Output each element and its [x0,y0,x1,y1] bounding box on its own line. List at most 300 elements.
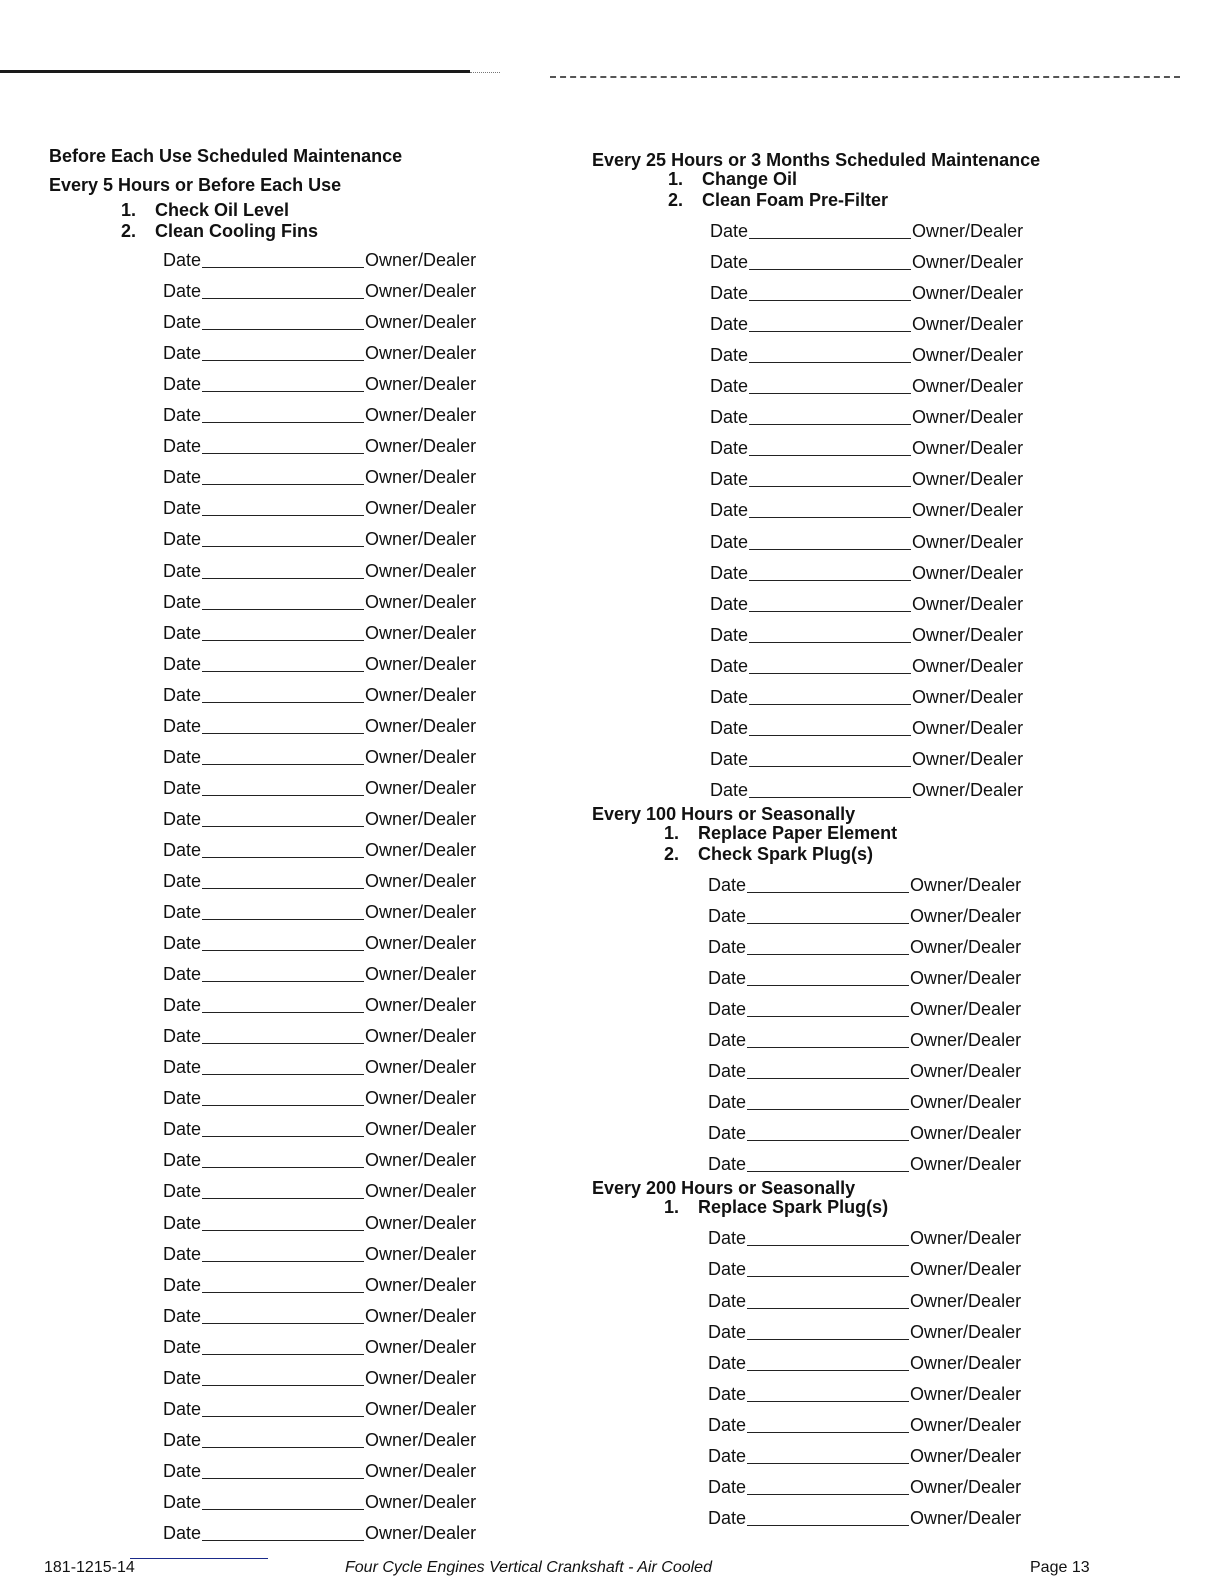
top-rule-right [550,76,1180,78]
date-label: Date [163,1274,202,1295]
date-label: Date [710,717,749,738]
log-row [163,1202,569,1233]
date-entry-line[interactable] [747,1171,909,1172]
date-entry-line[interactable] [202,1136,364,1137]
owner-dealer-label: Owner/Dealer [365,622,477,643]
page-footer [0,1556,1224,1584]
date-label: Date [710,438,749,459]
date-label: Date [708,1476,747,1497]
date-entry-line[interactable] [747,1109,909,1110]
date-label: Date [163,1522,202,1543]
date-label: Date [163,1460,202,1481]
date-entry-line[interactable] [747,1463,909,1464]
date-label: Date [710,252,749,273]
owner-dealer-label: Owner/Dealer [365,405,477,426]
date-entry-line[interactable] [202,1105,364,1106]
log-row [708,1249,1152,1280]
date-label: Date [163,1057,202,1078]
log-row [708,1144,1152,1175]
date-entry-line[interactable] [747,954,909,955]
date-entry-line[interactable] [747,1078,909,1079]
date-label: Date [163,498,202,519]
log-row [710,646,1152,677]
date-label: Date [163,777,202,798]
task-item [121,221,569,242]
date-label: Date [163,902,202,923]
log-row [163,1171,569,1202]
task-item [121,200,569,221]
log-row [710,677,1152,708]
log-row [163,364,569,395]
log-row [163,550,569,581]
date-entry-line[interactable] [202,950,364,951]
section-heading: Every 25 Hours or 3 Months Scheduled Maintenance [592,150,1041,170]
log-row [163,395,569,426]
log-row [163,613,569,644]
date-entry-line[interactable] [749,549,911,550]
owner-dealer-label: Owner/Dealer [912,252,1024,273]
page-number: Page 13 [1030,1559,1090,1576]
owner-dealer-label: Owner/Dealer [910,999,1022,1020]
owner-dealer-label: Owner/Dealer [910,1321,1022,1342]
date-entry-line[interactable] [202,702,364,703]
log-row [163,519,569,550]
date-entry-line[interactable] [202,391,364,392]
owner-dealer-label: Owner/Dealer [365,964,477,985]
owner-dealer-label: Owner/Dealer [910,1154,1022,1175]
log-row [163,954,569,985]
date-entry-line[interactable] [202,267,364,268]
date-entry-line[interactable] [202,1354,364,1355]
owner-dealer-label: Owner/Dealer [912,376,1024,397]
log-row [163,892,569,923]
date-entry-line[interactable] [202,733,364,734]
date-label: Date [163,964,202,985]
date-label: Date [710,376,749,397]
date-label: Date [710,314,749,335]
date-label: Date [163,653,202,674]
owner-dealer-label: Owner/Dealer [912,779,1024,800]
owner-dealer-label: Owner/Dealer [365,1336,477,1357]
log-row [163,1265,569,1296]
date-label: Date [710,624,749,645]
date-label: Date [163,436,202,457]
date-entry-line[interactable] [747,1308,909,1309]
date-entry-line[interactable] [202,298,364,299]
log-row [708,1082,1152,1113]
date-entry-line[interactable] [202,360,364,361]
date-label: Date [710,345,749,366]
log-row [163,1358,569,1389]
owner-dealer-label: Owner/Dealer [365,1398,477,1419]
date-entry-line[interactable] [749,486,911,487]
date-entry-line[interactable] [747,1016,909,1017]
log-row [163,861,569,892]
owner-dealer-label: Owner/Dealer [365,374,477,395]
log-row [710,273,1152,304]
date-entry-line[interactable] [202,1447,364,1448]
date-entry-line[interactable] [747,1276,909,1277]
date-entry-line[interactable] [749,300,911,301]
date-entry-line[interactable] [202,578,364,579]
log-row [163,457,569,488]
owner-dealer-label: Owner/Dealer [910,1414,1022,1435]
owner-dealer-label: Owner/Dealer [912,593,1024,614]
owner-dealer-label: Owner/Dealer [910,1476,1022,1497]
log-row [163,1016,569,1047]
owner-dealer-label: Owner/Dealer [365,1057,477,1078]
date-entry-line[interactable] [202,609,364,610]
date-label: Date [710,500,749,521]
date-entry-line[interactable] [749,580,911,581]
date-entry-line[interactable] [202,1198,364,1199]
task-number: 2. [121,221,137,241]
date-entry-line[interactable] [747,1432,909,1433]
date-entry-line[interactable] [747,1140,909,1141]
owner-dealer-label: Owner/Dealer [365,1181,477,1202]
date-label: Date [163,870,202,891]
date-entry-line[interactable] [747,1245,909,1246]
task-number: 1. [664,1197,680,1218]
owner-dealer-label: Owner/Dealer [910,1445,1022,1466]
log-row [710,397,1152,428]
owner-dealer-label: Owner/Dealer [912,345,1024,366]
log-row [708,1312,1152,1343]
date-label: Date [163,746,202,767]
date-entry-line[interactable] [749,611,911,612]
section-subheading: Every 5 Hours or Before Each Use [49,175,342,195]
log-row [708,865,1152,896]
owner-dealer-label: Owner/Dealer [912,624,1024,645]
owner-dealer-label: Owner/Dealer [910,937,1022,958]
date-label: Date [708,1445,747,1466]
date-entry-line[interactable] [749,735,911,736]
date-label: Date [708,1154,747,1175]
owner-dealer-label: Owner/Dealer [365,808,477,829]
date-label: Date [710,748,749,769]
task-label: Replace Paper Element [698,822,898,843]
owner-dealer-label: Owner/Dealer [365,343,477,364]
log-row [163,1140,569,1171]
date-entry-line[interactable] [749,424,911,425]
log-rows [49,240,569,1544]
date-entry-line[interactable] [749,642,911,643]
date-entry-line[interactable] [749,362,911,363]
log-row [708,1343,1152,1374]
owner-dealer-label: Owner/Dealer [912,655,1024,676]
date-label: Date [163,467,202,488]
date-label: Date [163,1026,202,1047]
date-label: Date [163,1181,202,1202]
log-rows [592,211,1152,801]
task-item [664,823,1152,844]
date-entry-line[interactable] [749,393,911,394]
date-label: Date [163,312,202,333]
task-number: 1. [121,200,137,220]
owner-dealer-label: Owner/Dealer [365,1150,477,1171]
log-row [708,1436,1152,1467]
date-label: Date [710,407,749,428]
log-row [710,428,1152,459]
log-row [708,1374,1152,1405]
owner-dealer-label: Owner/Dealer [365,1026,477,1047]
log-row [163,1109,569,1140]
date-entry-line[interactable] [202,1292,364,1293]
owner-dealer-label: Owner/Dealer [365,1367,477,1388]
date-entry-line[interactable] [202,919,364,920]
log-row [163,1389,569,1420]
log-row [163,1047,569,1078]
owner-dealer-label: Owner/Dealer [365,715,477,736]
date-label: Date [708,1061,747,1082]
owner-dealer-label: Owner/Dealer [365,436,477,457]
log-row [708,1467,1152,1498]
task-label: Check Oil Level [155,200,290,220]
owner-dealer-label: Owner/Dealer [910,1290,1022,1311]
log-rows [592,865,1152,1175]
owner-dealer-label: Owner/Dealer [912,314,1024,335]
date-entry-line[interactable] [202,1043,364,1044]
date-entry-line[interactable] [202,1416,364,1417]
log-row [708,1020,1152,1051]
date-label: Date [163,1212,202,1233]
owner-dealer-label: Owner/Dealer [365,250,477,271]
date-entry-line[interactable] [747,1525,909,1526]
log-row [710,490,1152,521]
owner-dealer-label: Owner/Dealer [912,438,1024,459]
date-label: Date [708,968,747,989]
owner-dealer-label: Owner/Dealer [365,312,477,333]
log-row [710,304,1152,335]
date-label: Date [708,874,747,895]
date-entry-line[interactable] [747,1401,909,1402]
owner-dealer-label: Owner/Dealer [912,500,1024,521]
date-entry-line[interactable] [749,766,911,767]
log-row [163,1482,569,1513]
log-row [163,1296,569,1327]
owner-dealer-label: Owner/Dealer [365,777,477,798]
log-row [163,1234,569,1265]
date-entry-line[interactable] [749,797,911,798]
owner-dealer-label: Owner/Dealer [912,717,1024,738]
date-label: Date [163,250,202,271]
date-label: Date [710,221,749,242]
owner-dealer-label: Owner/Dealer [365,281,477,302]
owner-dealer-label: Owner/Dealer [365,1088,477,1109]
owner-dealer-label: Owner/Dealer [365,1119,477,1140]
date-entry-line[interactable] [202,671,364,672]
footer-underline [130,1558,268,1559]
log-row [710,366,1152,397]
date-label: Date [710,283,749,304]
date-entry-line[interactable] [747,1339,909,1340]
date-label: Date [163,281,202,302]
date-entry-line[interactable] [202,1478,364,1479]
owner-dealer-label: Owner/Dealer [910,1061,1022,1082]
task-list [592,823,1152,865]
date-label: Date [710,531,749,552]
top-rule [0,70,470,73]
task-number: 1. [664,822,680,843]
owner-dealer-label: Owner/Dealer [912,407,1024,428]
owner-dealer-label: Owner/Dealer [365,1491,477,1512]
date-entry-line[interactable] [749,673,911,674]
date-entry-line[interactable] [202,329,364,330]
date-entry-line[interactable] [202,1261,364,1262]
date-entry-line[interactable] [202,1323,364,1324]
date-entry-line[interactable] [202,1385,364,1386]
date-entry-line[interactable] [749,517,911,518]
owner-dealer-label: Owner/Dealer [365,1274,477,1295]
date-label: Date [163,933,202,954]
date-label: Date [163,1150,202,1171]
top-rule-dotted [470,72,500,73]
date-entry-line[interactable] [749,331,911,332]
date-label: Date [708,1321,747,1342]
date-entry-line[interactable] [747,1370,909,1371]
date-label: Date [163,405,202,426]
date-label: Date [708,1383,747,1404]
date-label: Date [708,1259,747,1280]
date-label: Date [163,343,202,364]
date-label: Date [163,560,202,581]
task-list [592,169,1152,211]
owner-dealer-label: Owner/Dealer [910,1092,1022,1113]
owner-dealer-label: Owner/Dealer [912,748,1024,769]
date-entry-line[interactable] [202,764,364,765]
left-column [49,143,569,1544]
owner-dealer-label: Owner/Dealer [365,498,477,519]
log-row [710,335,1152,366]
task-list [49,200,569,242]
date-label: Date [708,1507,747,1528]
date-label: Date [163,808,202,829]
owner-dealer-label: Owner/Dealer [910,1123,1022,1144]
date-label: Date [710,686,749,707]
date-label: Date [710,655,749,676]
task-number: 2. [664,843,680,864]
date-label: Date [708,1092,747,1113]
log-row [708,1218,1152,1249]
date-entry-line[interactable] [747,1047,909,1048]
date-entry-line[interactable] [202,826,364,827]
date-label: Date [710,562,749,583]
date-label: Date [163,839,202,860]
task-number: 1. [668,169,684,189]
owner-dealer-label: Owner/Dealer [910,905,1022,926]
date-entry-line[interactable] [747,892,909,893]
date-entry-line[interactable] [202,453,364,454]
task-item [664,844,1152,865]
log-row [163,1327,569,1358]
log-row [708,989,1152,1020]
owner-dealer-label: Owner/Dealer [912,531,1024,552]
date-label: Date [710,593,749,614]
owner-dealer-label: Owner/Dealer [910,1228,1022,1249]
owner-dealer-label: Owner/Dealer [365,1522,477,1543]
date-entry-line[interactable] [747,1494,909,1495]
log-row [163,830,569,861]
date-entry-line[interactable] [202,888,364,889]
date-entry-line[interactable] [202,515,364,516]
date-entry-line[interactable] [202,546,364,547]
date-entry-line[interactable] [202,795,364,796]
log-row [163,768,569,799]
date-label: Date [163,1367,202,1388]
date-entry-line[interactable] [202,1509,364,1510]
date-entry-line[interactable] [202,422,364,423]
owner-dealer-label: Owner/Dealer [912,469,1024,490]
date-entry-line[interactable] [202,1230,364,1231]
task-label: Replace Spark Plug(s) [698,1197,889,1218]
task-label: Change Oil [702,169,798,189]
date-entry-line[interactable] [749,269,911,270]
date-entry-line[interactable] [202,1012,364,1013]
right-column [592,147,1152,1529]
owner-dealer-label: Owner/Dealer [365,560,477,581]
owner-dealer-label: Owner/Dealer [365,746,477,767]
log-row [710,615,1152,646]
date-label: Date [710,469,749,490]
date-label: Date [163,715,202,736]
date-label: Date [163,995,202,1016]
date-entry-line[interactable] [749,704,911,705]
log-row [708,896,1152,927]
date-label: Date [163,1305,202,1326]
date-label: Date [708,1290,747,1311]
document-number: 181-1215-14 [44,1559,135,1576]
owner-dealer-label: Owner/Dealer [910,1352,1022,1373]
date-entry-line[interactable] [202,857,364,858]
owner-dealer-label: Owner/Dealer [365,933,477,954]
date-label: Date [163,1119,202,1140]
owner-dealer-label: Owner/Dealer [910,874,1022,895]
log-row [708,1051,1152,1082]
log-row [163,985,569,1016]
task-label: Clean Cooling Fins [155,221,319,241]
section-heading: Every 200 Hours or Seasonally [592,1178,856,1199]
owner-dealer-label: Owner/Dealer [365,467,477,488]
owner-dealer-label: Owner/Dealer [365,684,477,705]
date-entry-line[interactable] [747,923,909,924]
section-heading: Before Each Use Scheduled Maintenance [49,146,403,166]
date-label: Date [708,1414,747,1435]
owner-dealer-label: Owner/Dealer [365,1429,477,1450]
date-entry-line[interactable] [202,1167,364,1168]
owner-dealer-label: Owner/Dealer [910,1507,1022,1528]
date-entry-line[interactable] [202,981,364,982]
date-label: Date [708,999,747,1020]
log-row [163,582,569,613]
date-entry-line[interactable] [749,238,911,239]
date-entry-line[interactable] [202,640,364,641]
date-entry-line[interactable] [202,1540,364,1541]
owner-dealer-label: Owner/Dealer [912,686,1024,707]
log-row [163,1078,569,1109]
date-label: Date [163,1398,202,1419]
date-entry-line[interactable] [202,1074,364,1075]
date-entry-line[interactable] [202,484,364,485]
log-row [163,706,569,737]
log-row [710,584,1152,615]
log-row [163,1420,569,1451]
log-row [163,737,569,768]
owner-dealer-label: Owner/Dealer [365,1212,477,1233]
date-entry-line[interactable] [747,985,909,986]
date-entry-line[interactable] [749,455,911,456]
log-row [163,333,569,364]
log-row [163,675,569,706]
